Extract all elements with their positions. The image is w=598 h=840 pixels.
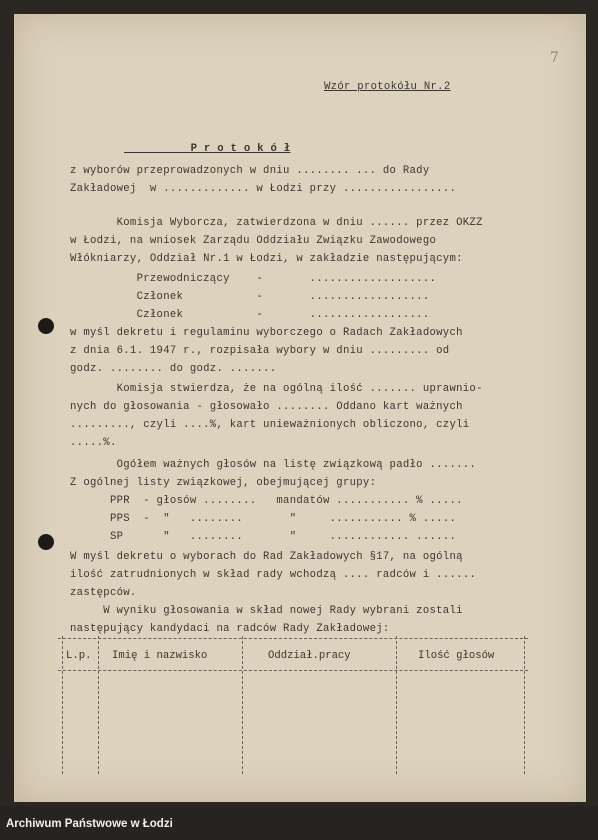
table-col-divider — [242, 636, 243, 774]
doc-line: ilość zatrudnionych w skład rady wchodzą .... radców i ...... — [70, 569, 477, 581]
table-col-divider — [396, 636, 397, 774]
doc-line: Komisja Wyborcza, zatwierdzona w dniu ...... przez OKZZ — [70, 217, 483, 229]
archive-name: Archiwum Państwowe w Łodzi — [6, 818, 173, 830]
doc-title: P r o t o k ó ł — [124, 143, 291, 155]
doc-line: ........., czyli ....%, kart unieważnionych obliczono, czyli — [70, 419, 470, 431]
doc-line: SP " ........ " ............ ...... — [70, 531, 457, 543]
doc-line: Z ogólnej listy związkowej, obejmującej grupy: — [70, 477, 377, 489]
table-header-votes: Ilość głosów — [418, 650, 495, 662]
table-col-divider — [524, 636, 525, 774]
table-col-divider — [62, 636, 63, 774]
doc-line: w Łodzi, na wniosek Zarządu Oddziału Związku Zawodowego — [70, 235, 437, 247]
doc-line: w myśl dekretu i regulaminu wyborczego o Radach Zakładowych — [70, 327, 463, 339]
doc-line: godz. ........ do godz. ....... — [70, 363, 277, 375]
table-header-name: Imię i nazwisko — [112, 650, 208, 662]
doc-line: PPS - " ........ " ........... % ..... — [70, 513, 457, 525]
doc-line: nych do głosowania - głosowało ........ Oddano kart ważnych — [70, 401, 463, 413]
doc-line: z dnia 6.1. 1947 r., rozpisała wybory w dniu ......... od — [70, 345, 450, 357]
doc-line: .....%. — [70, 437, 117, 449]
doc-line: Członek - .................. — [70, 291, 430, 303]
punch-hole-bottom — [38, 534, 54, 550]
table-header-lp: L.p. — [66, 650, 92, 662]
doc-line: W myśl dekretu o wyborach do Rad Zakładowych §17, na ogólną — [70, 551, 463, 563]
punch-hole-top — [38, 318, 54, 334]
doc-line: następujący kandydaci na radców Rady Zakładowej: — [70, 623, 390, 635]
table-header-department: Oddział.pracy — [268, 650, 351, 662]
page-number-pencil: 7 — [550, 50, 559, 66]
doc-line: z wyborów przeprowadzonych w dniu ........ ... do Rady — [70, 165, 430, 177]
archive-footer — [0, 806, 598, 840]
doc-line: Komisja stwierdza, że na ogólną ilość ....... uprawnio- — [70, 383, 483, 395]
table-header-rule — [58, 670, 528, 671]
doc-line: Przewodniczący - ................... — [70, 273, 437, 285]
table-col-divider — [98, 636, 99, 774]
doc-line: PPR - głosów ........ mandatów ........... % ..... — [70, 495, 463, 507]
doc-line: Zakładowej w ............. w Łodzi przy ................. — [70, 183, 457, 195]
doc-line: zastępców. — [70, 587, 137, 599]
table-top-rule — [58, 638, 528, 639]
candidates-table — [58, 630, 528, 780]
form-number-header: Wzór protokółu Nr.2 — [324, 81, 451, 93]
doc-line: Włókniarzy, Oddział Nr.1 w Łodzi, w zakładzie następującym: — [70, 253, 463, 265]
doc-line: Członek - .................. — [70, 309, 430, 321]
document-page — [14, 14, 586, 802]
doc-line: Ogółem ważnych głosów na listę związkową padło ....... — [70, 459, 477, 471]
doc-line: W wyniku głosowania w skład nowej Rady wybrani zostali — [70, 605, 463, 617]
